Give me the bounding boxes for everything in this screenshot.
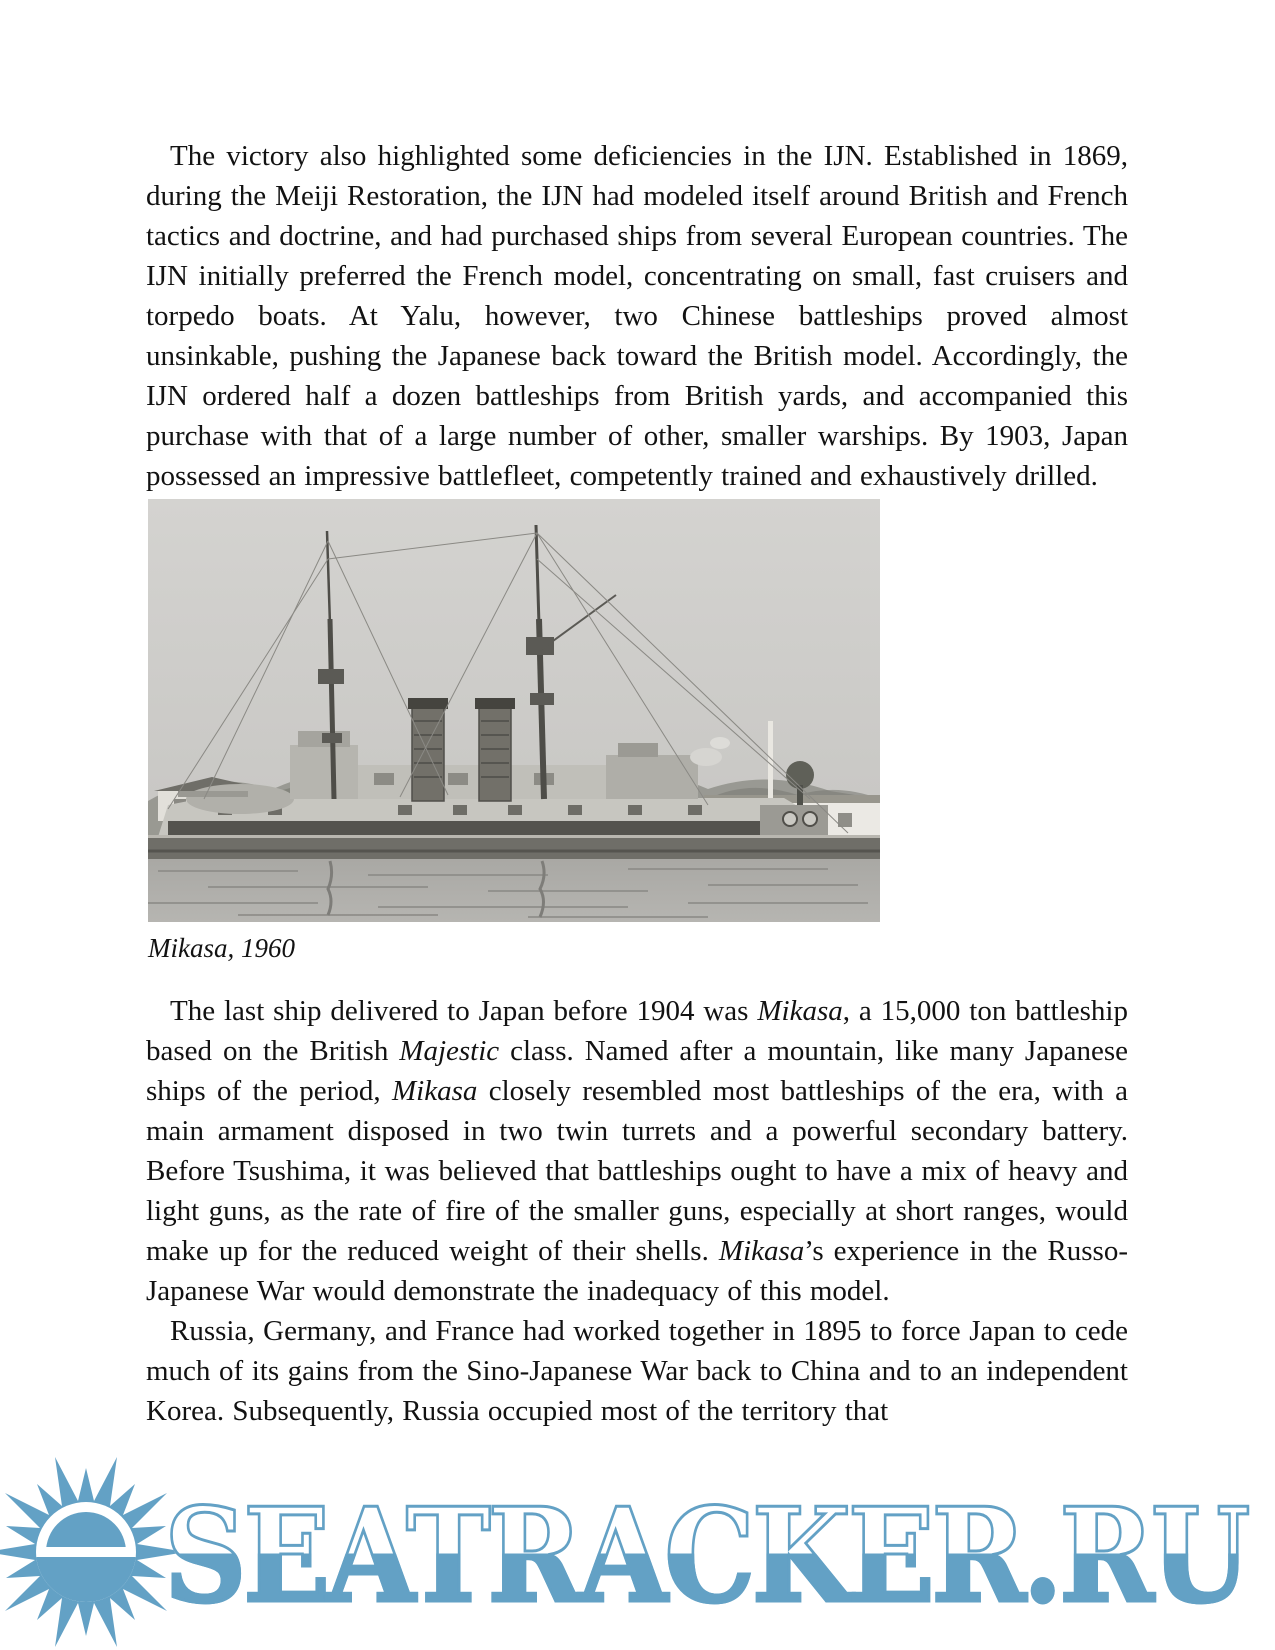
paragraph-mikasa: The last ship delivered to Japan before 1904 was Mikasa, a 15,000 ton battleship based on the British Majestic class. Named after a mountain, like many Japanese ships of the period, Mikasa closely resembled most battleships of the era, with a main armament disposed in two twin turrets and a powerful secondary battery. Before Tsushima, it was believed that battleships ought to have a mix of heavy and light guns, as the rate of fire of the smaller guns, especially at short ranges, would make up for the reduced weight of their shells. Mikasa’s experience in the Russo-Japanese War would demonstrate the inadequacy of this model. (146, 995, 1128, 1307)
page-content (146, 136, 1128, 1431)
paragraph-russia: Russia, Germany, and France had worked together in 1895 to force Japan to cede much of its gains from the Sino-Japanese War back to China and to an independent Korea. Subsequently, Russia occupied most of the territory that (146, 1315, 1128, 1427)
figure-mikasa (148, 499, 1128, 965)
battleship-photo (148, 499, 880, 922)
paragraph-ijn-deficiencies: The victory also highlighted some deficiencies in the IJN. Established in 1869, during the Meiji Restoration, the IJN had modeled itself around British and French tactics and doctrine, and had purchased ships from several European countries. The IJN initially preferred the French model, concentrating on small, fast cruisers and torpedo boats. At Yalu, however, two Chinese battleships proved almost unsinkable, pushing the Japanese back toward the British model. Accordingly, the IJN ordered half a dozen battleships from British yards, and accompanied this purchase with that of a large number of other, smaller warships. By 1903, Japan possessed an impressive battlefleet, competently trained and exhaustively drilled. (146, 140, 1128, 492)
figure-caption: Mikasa, 1960 (148, 933, 295, 963)
watermark-text: SEATRACKER.RU (164, 1479, 1247, 1632)
